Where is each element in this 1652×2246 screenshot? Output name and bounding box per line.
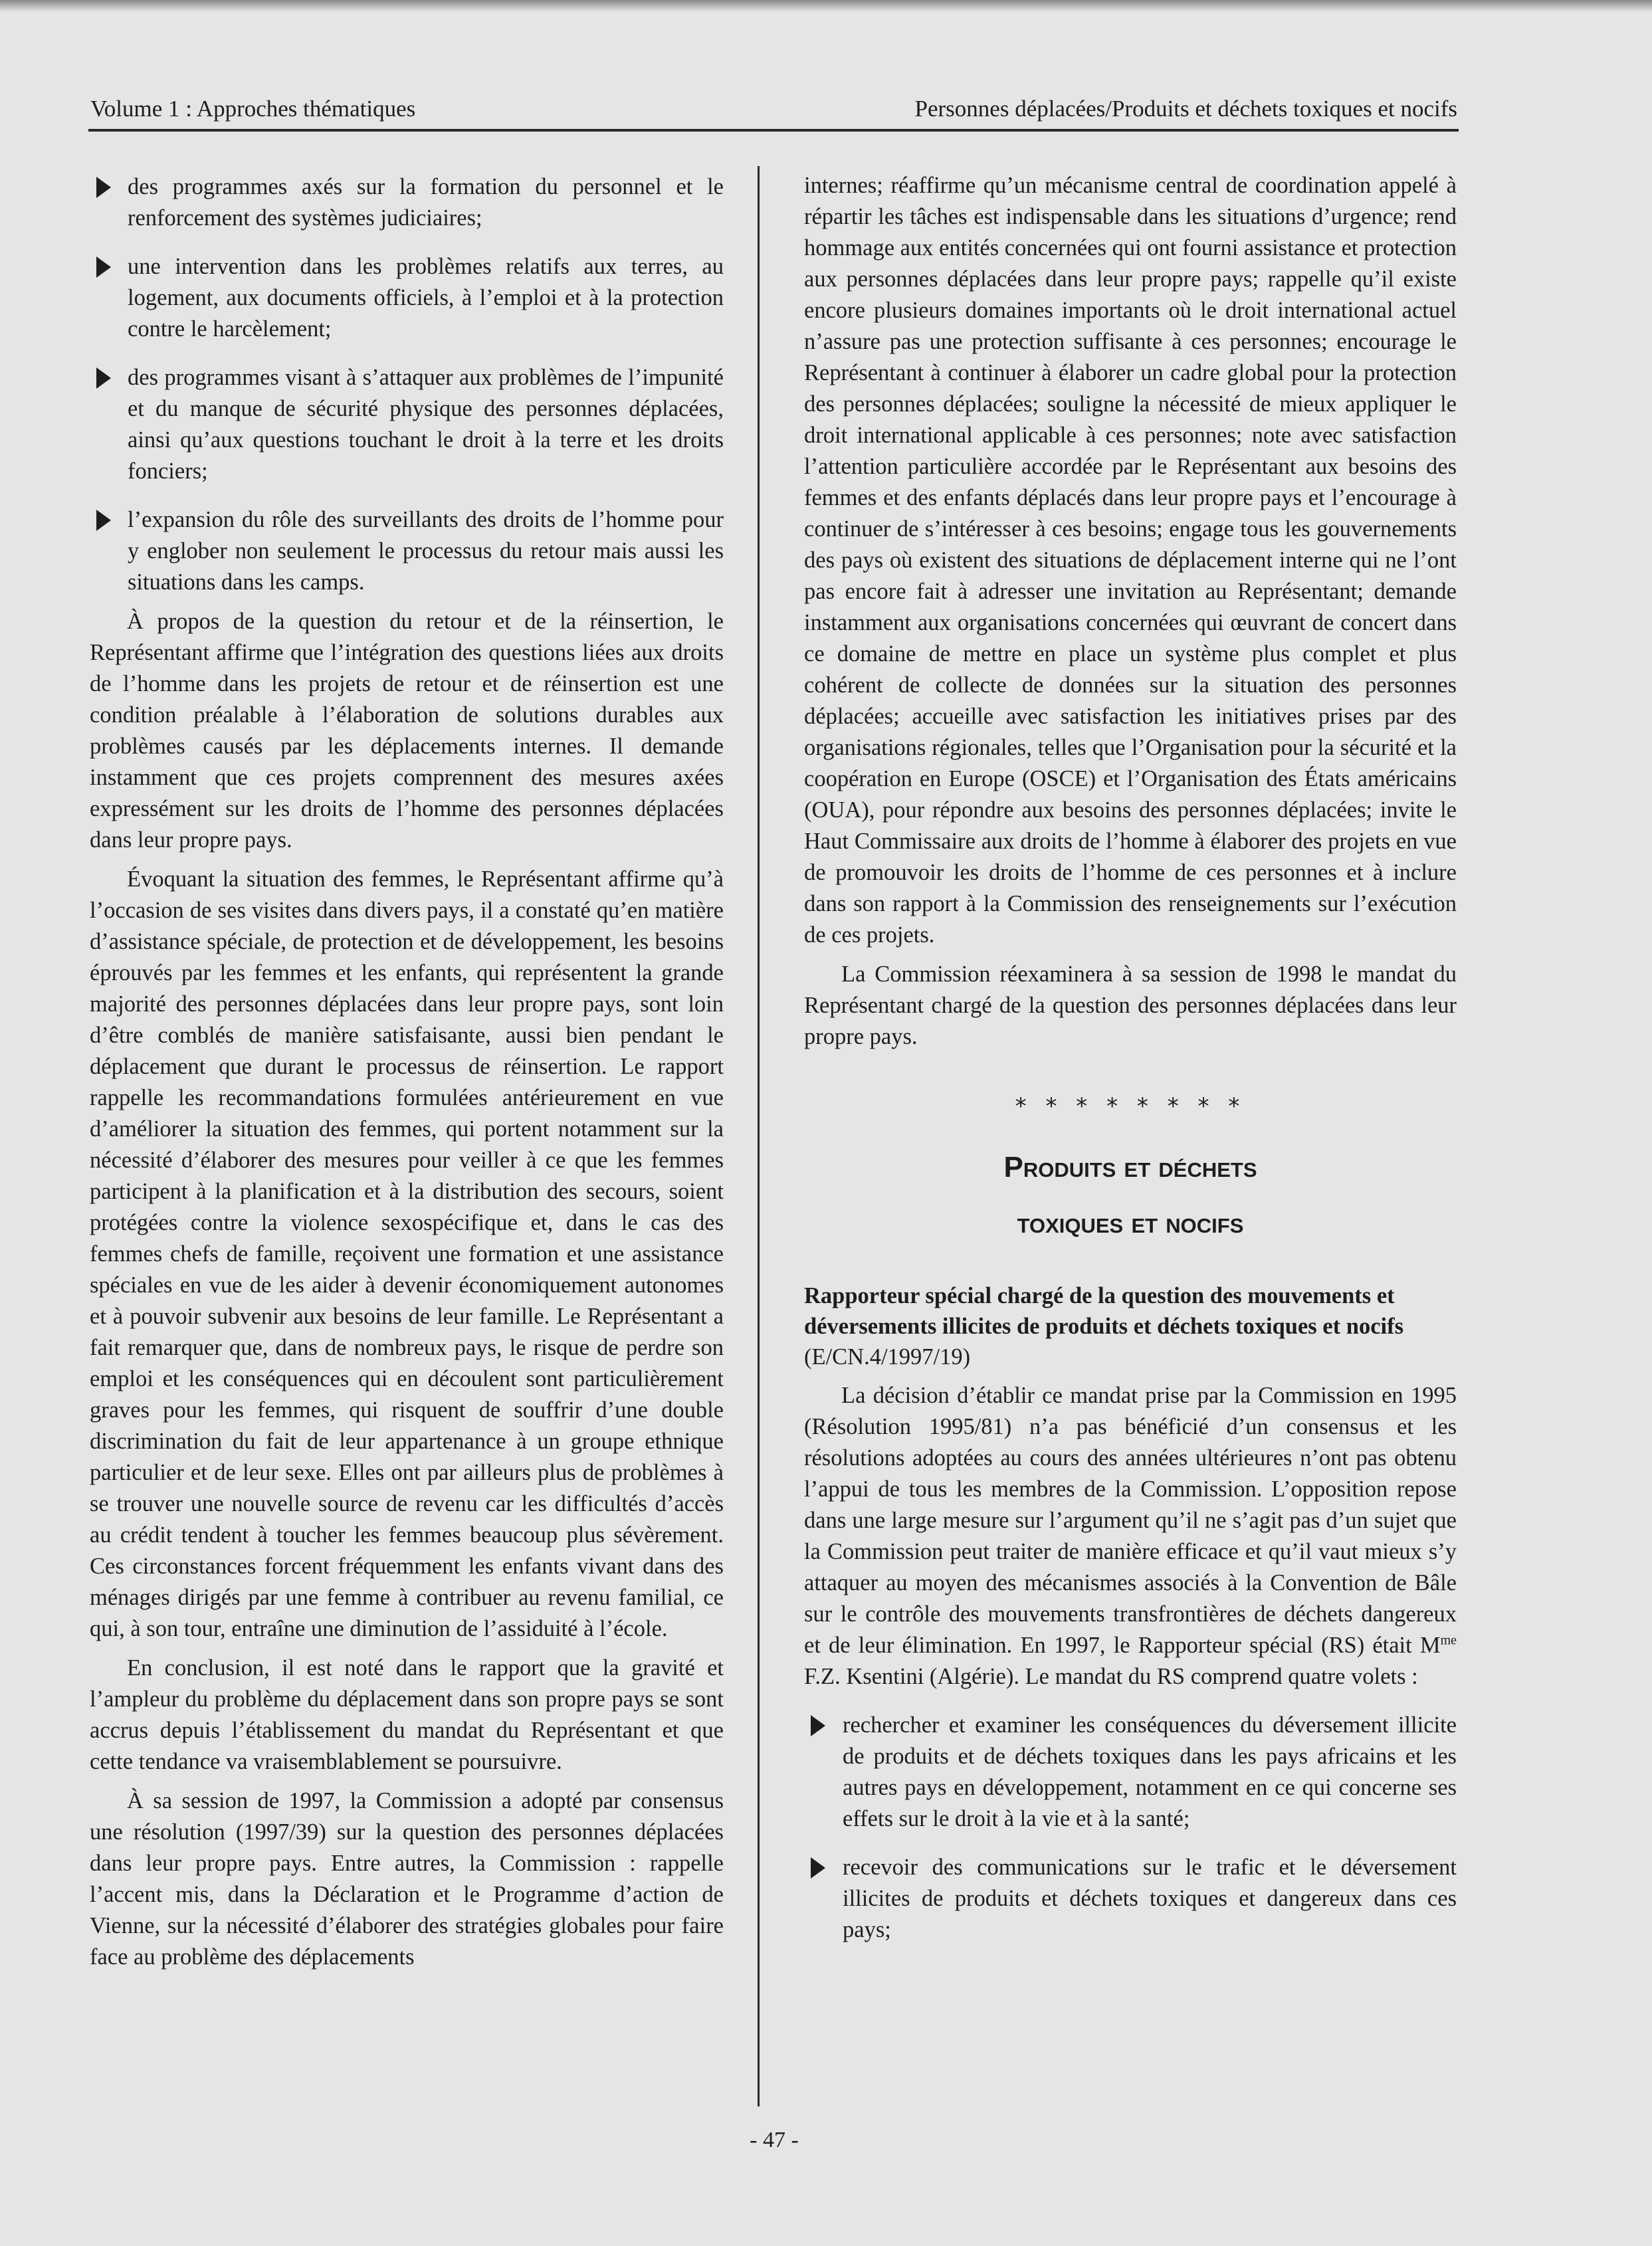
bullet-item: recevoir des communications sur le trafic et le déversement illicites de produits et déchets toxiques et dangereux dans ces pays; (804, 1852, 1457, 1946)
header-right: Personnes déplacées/Produits et déchets toxiques et nocifs (914, 96, 1457, 122)
bullet-item: l’expansion du rôle des surveillants des droits de l’homme pour y englober non seulement le processus du retour mais aussi les situations dans les camps. (90, 504, 724, 598)
header-rule (88, 129, 1459, 132)
paragraph: Évoquant la situation des femmes, le Représentant affirme qu’à l’occasion de ses visites dans divers pays, il a constaté qu’en matière d’assistance spéciale, de protection et de développement, les besoins éprouvés par les femmes et les enfants, qui représentent la grande majorité des personnes déplacées dans leur propre pays, sont loin d’être comblés de manière satisfaisante, aussi bien pendant le déplacement que durant le processus de réinsertion. Le rapport rappelle les recommandations formulées antérieurement en vue d’améliorer la situation des femmes, qui portent notamment sur la nécessité d’élaborer des mesures pour veiller à ce que les femmes participent à la planification et à la distribution des secours, soient protégées contre la violence sexospécifique et, dans le cas des femmes chefs de famille, reçoivent une formation et une assistance spéciales en vue de les aider à devenir économiquement autonomes et à pouvoir subvenir aux besoins de leur famille. Le Représentant a fait remarquer que, dans de nombreux pays, le risque de perdre son emploi et les conséquences qui en découlent sont particulièrement graves pour les femmes, qui risquent de souffrir d’une double discrimination du fait de leur appartenance à un groupe ethnique particulier et de leur sexe. Elles ont par ailleurs plus de problèmes à se trouver une nouvelle source de revenu car les difficultés d’accès au crédit tendent à toucher les femmes beaucoup plus sévèrement. Ces circonstances forcent fréquemment les enfants vivant dans des ménages dirigés par une femme à contribuer au revenu familial, ce qui, à son tour, entraîne une diminution de l’assiduité à l’école. (90, 867, 724, 1641)
section-separator: * * * * * * * * (1015, 1093, 1246, 1120)
column-divider (758, 166, 760, 2106)
header-left: Volume 1 : Approches thématiques (90, 96, 416, 122)
section-title-line: Produits et déchets (1003, 1151, 1257, 1183)
bullet-arrow-icon (96, 510, 111, 531)
running-header (88, 92, 1459, 133)
bullet-arrow-icon (96, 256, 111, 278)
bullet-item: des programmes visant à s’attaquer aux problèmes de l’impunité et du manque de sécurité physique des personnes déplacées, ainsi qu’aux questions touchant le droit à la terre et les droits fonciers; (90, 362, 724, 487)
paragraph: La décision d’établir ce mandat prise par la Commission en 1995 (Résolution 1995/81) n’a pas bénéficié d’un consensus et les résolutions adoptées au cours des années ultérieures n’ont pas obtenu l’appui de tous les membres de la Commission. L’opposition repose dans une large mesure sur l’argument qu’il ne s’agit pas d’un sujet que la Commission peut traiter de manière efficace et qu’il vaut mieux s’y attaquer au moyen des mécanismes associés à la Convention de Bâle sur le contrôle des mouvements transfrontières de déchets dangereux et de leur élimination. En 1997, le Rapporteur spécial (RS) était $M^{me}$ F.Z. Ksentini (Algérie). Le mandat du RS comprend quatre volets : (804, 1383, 1457, 1689)
paragraph-continuation: internes; réaffirme qu’un mécanisme central de coordination appelé à répartir les tâches est indispensable dans les situations d’urgence; rend hommage aux entités concernées qui ont fourni assistance et protection aux personnes déplacées dans leur propre pays; rappelle qu’il existe encore plusieurs domaines importants où le droit international actuel n’assure pas une protection suffisante à ces personnes; encourage le Représentant à continuer à élaborer un cadre global pour la protection des personnes déplacées; souligne la nécessité de mieux appliquer le droit international applicable à ces personnes; note avec satisfaction l’attention particulière accordée par le Représentant aux besoins des femmes et des enfants déplacés dans leur propre pays et l’encourage à continuer de s’intéresser à ces besoins; engage tous les gouvernements des pays où existent des situations de déplacement interne qui ne l’ont pas encore fait à adresser une invitation au Représentant; demande instamment aux organisations concernées qui œuvrant de concert dans ce domaine de mettre en place un système plus complet et plus cohérent de collecte de données sur la situation des personnes déplacées; accueille avec satisfaction les initiatives prises par des organisations régionales, telles que l’Organisation pour la sécurité et la coopération en Europe (OSCE) et l’Organisation des États américains (OUA), pour répondre aux besoins des personnes déplacées; invite le Haut Commissaire aux droits de l’homme à élaborer des projets en vue de promouvoir les droits de l’homme de ces personnes et à inclure dans son rapport à la Commission des renseignements sur l’exécution de ces projets. (804, 173, 1457, 948)
scan-edge-shadow (0, 0, 1652, 12)
section-title-line: toxiques et nocifs (1017, 1207, 1244, 1239)
paragraph: À sa session de 1997, la Commission a adopté par consensus une résolution (1997/39) sur la question des personnes déplacées dans leur propre pays. Entre autres, la Commission : rappelle l’accent mis, dans la Déclaration et le Programme d’action de Vienne, sur la nécessité d’élaborer des stratégies globales pour faire face au problème des déplacements (90, 1788, 724, 1970)
bullet-arrow-icon (96, 367, 111, 389)
document-reference: (E/CN.4/1997/19) (804, 1344, 971, 1370)
bullet-arrow-icon (811, 1715, 825, 1736)
bullet-arrow-icon (96, 177, 111, 198)
right-column (804, 170, 1457, 1963)
bullet-item: une intervention dans les problèmes relatifs aux terres, au logement, aux documents officiels, à l’emploi et à la protection contre le harcèlement; (90, 251, 724, 345)
paragraph: La Commission réexaminera à sa session de 1998 le mandat du Représentant chargé de la question des personnes déplacées dans leur propre pays. (804, 962, 1457, 1049)
bullet-arrow-icon (811, 1857, 825, 1879)
paragraph: À propos de la question du retour et de la réinsertion, le Représentant affirme que l’intégration des questions liées aux droits de l’homme dans les projets de retour et de réinsertion est une condition préalable à l’élaboration de solutions durables aux problèmes causés par les déplacements internes. Il demande instamment que ces projets comprennent des mesures axées expressément sur les droits de l’homme des personnes déplacées dans leur propre pays. (90, 609, 724, 853)
section-title (804, 1140, 1457, 1251)
bullet-item: des programmes axés sur la formation du personnel et le renforcement des systèmes judiciaires; (90, 171, 724, 234)
paragraph: En conclusion, il est noté dans le rapport que la gravité et l’ampleur du problème du déplacement dans son propre pays se sont accrus depuis l’établissement du mandat du Représentant et que cette tendance va vraisemblablement se poursuivre. (90, 1655, 724, 1774)
bullet-item: rechercher et examiner les conséquences du déversement illicite de produits et de déchets toxiques dans les pays africains et les autres pays en développement, notamment en ce qui concerne ses effets sur le droit à la vie et à la santé; (804, 1710, 1457, 1835)
subheading: Rapporteur spécial chargé de la question des mouvements et déversements illicites de produits et déchets toxiques et nocifs (E/CN.4/1997/19) (804, 1283, 1404, 1370)
page-number: - 47 - (750, 2128, 799, 2152)
left-column (90, 171, 724, 1981)
